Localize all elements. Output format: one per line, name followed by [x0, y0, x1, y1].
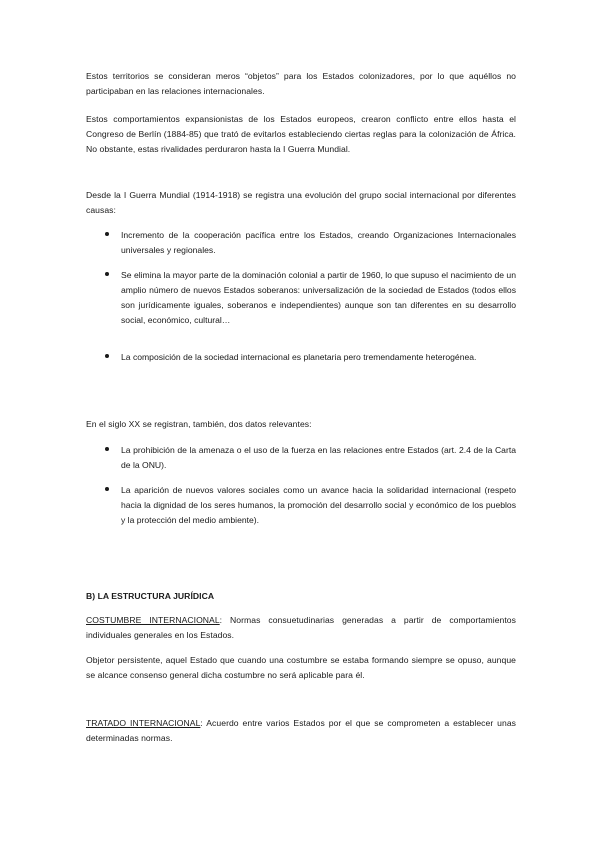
bullet-icon [105, 487, 109, 491]
list-item-text: La prohibición de la amenaza o el uso de la fuerza en las relaciones entre Estados (art. 2.4 de la Carta de la ONU). [121, 445, 516, 470]
paragraph-objetos: Estos territorios se consideran meros “objetos” para los Estados colonizadores, por lo que aquéllos no participaban en las relaciones internacionales. [86, 71, 516, 96]
paragraph-costumbre [86, 613, 516, 643]
bullet-icon [105, 447, 109, 451]
paragraph-evolucion: Desde la I Guerra Mundial (1914-1918) se registra una evolución del grupo social internacional por diferentes causas: [86, 190, 516, 215]
bullet-icon [105, 272, 109, 276]
list-item-text: La composición de la sociedad internacional es planetaria pero tremendamente heterogénea. [121, 352, 477, 362]
tratado-definition: : Acuerdo entre varios Estados por el que se comprometen a establecer unas determinadas normas. [86, 718, 516, 743]
list-item-text: La aparición de nuevos valores sociales como un avance hacia la solidaridad internacional (respeto hacia la dignidad de los seres humanos, la promoción del desarrollo social y económico de los pueblos y la protección del medio ambiente). [121, 485, 516, 525]
bullet-icon [105, 354, 109, 358]
costumbre-term: COSTUMBRE INTERNACIONAL [86, 615, 220, 625]
paragraph-siglo-xx: En el siglo XX se registran, también, dos datos relevantes: [86, 419, 312, 429]
paragraph-congreso-berlin: Estos comportamientos expansionistas de los Estados europeos, crearon conflicto entre ellos hasta el Congreso de Berlín (1884-85) que trató de evitarlos estableciendo ciertas reglas para la colonización de África. No obstante, estas rivalidades perduraron hasta la I Guerra Mundial. [86, 114, 516, 154]
list-item-text: Incremento de la cooperación pacífica entre los Estados, creando Organizaciones Internacionales universales y regionales. [121, 230, 516, 255]
list-item-text: Se elimina la mayor parte de la dominación colonial a partir de 1960, lo que supuso el nacimiento de un amplio número de nuevos Estados soberanos: universalización de la sociedad de Estados (todos ellos son jurídicamente iguales, soberanos e independientes) aunque son tan diferentes en su desarrollo social, económico, cultural… [121, 270, 516, 325]
costumbre-definition: : Normas consuetudinarias generadas a partir de comportamientos individuales generales en los Estados. [86, 615, 516, 640]
bullet-icon [105, 232, 109, 236]
section-heading: B) LA ESTRUCTURA JURÍDICA [86, 591, 215, 601]
paragraph-objetor: Objetor persistente, aquel Estado que cuando una costumbre se estaba formando siempre se opuso, aunque se alcance consenso general dicha costumbre no será aplicable para él. [86, 655, 516, 680]
paragraph-tratado [86, 716, 516, 746]
tratado-term: TRATADO INTERNACIONAL [86, 718, 201, 728]
